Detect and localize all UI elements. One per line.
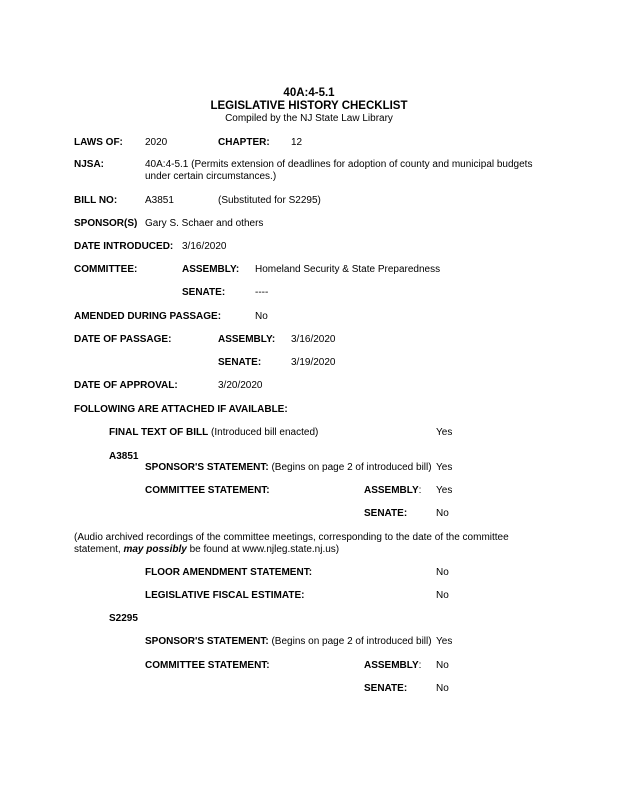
date-introduced-label: DATE INTRODUCED: <box>74 241 174 252</box>
s2295-senate-label: SENATE: <box>364 683 408 694</box>
floor-amendment-value: No <box>436 567 449 578</box>
final-text-label: FINAL TEXT OF BILL <box>109 427 209 438</box>
bill-no-note: (Substituted for S2295) <box>218 195 321 206</box>
committee-assembly-label: ASSEMBLY: <box>182 264 240 275</box>
sponsors-value: Gary S. Schaer and others <box>145 218 264 229</box>
s2295-assembly-colon: : <box>418 660 422 671</box>
date-of-approval-value: 3/20/2020 <box>218 380 263 391</box>
chapter-value: 12 <box>291 137 303 148</box>
chapter-label: CHAPTER: <box>218 137 270 148</box>
s2295-assembly-value: No <box>436 660 449 671</box>
final-text-value: Yes <box>436 427 453 438</box>
a3851-label: A3851 <box>109 451 139 462</box>
s2295-assembly-label: ASSEMBLY <box>364 660 419 671</box>
a3851-senate-label: SENATE: <box>364 508 408 519</box>
s2295-assembly-label-row <box>364 660 421 672</box>
sponsors-label: SPONSOR(S) <box>74 218 138 229</box>
committee-senate-value: ---- <box>255 287 269 298</box>
audio-note-line-2 <box>74 544 339 556</box>
passage-assembly-value: 3/16/2020 <box>291 334 336 345</box>
njsa-line-2: under certain circumstances.) <box>145 171 277 182</box>
date-of-approval-label: DATE OF APPROVAL: <box>74 380 178 391</box>
floor-amendment-label: FLOOR AMENDMENT STATEMENT: <box>145 567 313 578</box>
final-text-note: (Introduced bill enacted) <box>211 427 319 438</box>
passage-senate-label: SENATE: <box>218 357 262 368</box>
a3851-sponsor-label: SPONSOR'S STATEMENT: <box>145 462 269 473</box>
laws-of-value: 2020 <box>145 137 168 148</box>
a3851-assembly-label: ASSEMBLY <box>364 485 419 496</box>
a3851-assembly-colon: : <box>418 485 422 496</box>
passage-senate-value: 3/19/2020 <box>291 357 336 368</box>
audio-note-prefix: statement, <box>74 544 124 555</box>
a3851-sponsor-value: Yes <box>436 462 453 473</box>
fiscal-estimate-value: No <box>436 590 449 601</box>
s2295-sponsor-label: SPONSOR'S STATEMENT: <box>145 636 269 647</box>
citation-heading: 40A:4-5.1 <box>283 87 335 99</box>
s2295-senate-value: No <box>436 683 449 694</box>
a3851-sponsor-note: (Begins on page 2 of introduced bill) <box>271 462 432 473</box>
njsa-line-1: 40A:4-5.1 (Permits extension of deadlines for adoption of county and municipal budgets <box>145 159 533 170</box>
attached-heading: FOLLOWING ARE ATTACHED IF AVAILABLE: <box>74 404 288 415</box>
bill-no-value: A3851 <box>145 195 174 206</box>
page-title: LEGISLATIVE HISTORY CHECKLIST <box>210 100 408 112</box>
committee-label: COMMITTEE: <box>74 264 138 275</box>
passage-assembly-label: ASSEMBLY: <box>218 334 276 345</box>
njsa-label: NJSA: <box>74 159 105 170</box>
committee-assembly-value: Homeland Security & State Preparedness <box>255 264 441 275</box>
page-subtitle: Compiled by the NJ State Law Library <box>225 113 393 124</box>
s2295-sponsor-row <box>145 636 432 648</box>
date-introduced-value: 3/16/2020 <box>182 241 227 252</box>
s2295-sponsor-note: (Begins on page 2 of introduced bill) <box>271 636 432 647</box>
committee-senate-label: SENATE: <box>182 287 226 298</box>
a3851-assembly-label-row <box>364 485 421 497</box>
a3851-sponsor-row <box>145 462 432 474</box>
final-text-row <box>109 427 318 439</box>
a3851-assembly-value: Yes <box>436 485 453 496</box>
s2295-label: S2295 <box>109 613 138 624</box>
s2295-sponsor-value: Yes <box>436 636 453 647</box>
audio-note-emphasis: may possibly <box>123 544 187 555</box>
bill-no-label: BILL NO: <box>74 195 118 206</box>
audio-note-suffix: be found at www.njleg.state.nj.us) <box>186 544 340 555</box>
amended-value: No <box>255 311 268 322</box>
fiscal-estimate-label: LEGISLATIVE FISCAL ESTIMATE: <box>145 590 305 601</box>
a3851-committee-label: COMMITTEE STATEMENT: <box>145 485 270 496</box>
audio-note-line-1: (Audio archived recordings of the committee meetings, corresponding to the date of the committee <box>74 532 509 543</box>
s2295-committee-label: COMMITTEE STATEMENT: <box>145 660 270 671</box>
amended-label: AMENDED DURING PASSAGE: <box>74 311 222 322</box>
a3851-senate-value: No <box>436 508 449 519</box>
date-of-passage-label: DATE OF PASSAGE: <box>74 334 172 345</box>
laws-of-label: LAWS OF: <box>74 137 123 148</box>
